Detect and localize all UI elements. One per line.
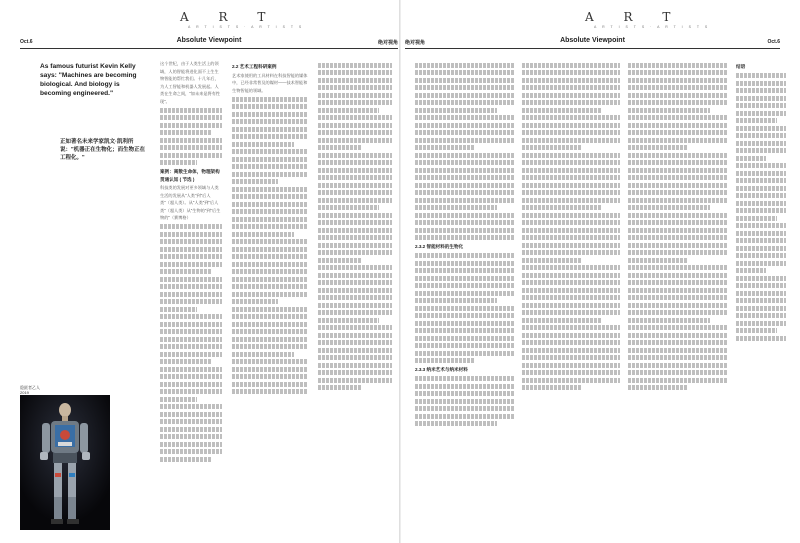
pull-quote-english: As famous futurist Kevin Kelly says: "Machines are becoming biological. And biology is becoming engineered." bbox=[40, 63, 137, 97]
paragraph: 艺术家使用的工具材料在科技智能的媒体中，已经非常普及的媒材——技术智能和生物智能的领域。 bbox=[232, 72, 308, 93]
section-heading: 2.3.2 智能材料的生物化 bbox=[415, 244, 464, 249]
bionic-figure-illustration bbox=[20, 395, 110, 530]
paragraph: 这个世纪，由于人类生活上的领域，人的智能将进化面不上生生物智能的帮忙我们。十几年后，为人工智能和机器人发展起。人类在生命之间，"如未来是将有性现"。 bbox=[160, 61, 221, 104]
page-gutter bbox=[399, 0, 401, 543]
paragraph: 科技类的发展对更多领域与人类生活的发展从"人类"到"后人类"（超人类）。从"人类"到"后人类"（超人类）从"生物的"到"后生物的"（赛博格） bbox=[160, 185, 221, 220]
section-title: Absolute Viewpoint bbox=[176, 37, 242, 44]
article-column-7 bbox=[736, 60, 786, 530]
section-title-cn: 绝对视角 bbox=[377, 40, 398, 46]
caption-year: 2019 bbox=[20, 390, 29, 395]
page-header-left: A R T bbox=[180, 10, 279, 24]
bionic-man-photo bbox=[20, 395, 110, 530]
page-code: Oct.6 bbox=[20, 39, 33, 45]
article-column-5 bbox=[522, 60, 620, 530]
running-header-right bbox=[405, 38, 780, 49]
section-heading: 结语 bbox=[736, 64, 746, 69]
article-column-3 bbox=[318, 60, 392, 530]
section-title: Absolute Viewpoint bbox=[560, 37, 625, 44]
page-code: Oct.6 bbox=[767, 39, 780, 45]
header-subtitle-right: A R T I S T S · A R T I S T S bbox=[594, 25, 710, 29]
article-column-4 bbox=[415, 60, 515, 530]
section-title-cn: 绝对视角 bbox=[405, 40, 426, 46]
article-column-2 bbox=[232, 60, 308, 530]
pull-quote-chinese: 正如著名未来学家凯文·凯利所说："机器正在生物化；而生物正在工程化。" bbox=[60, 139, 146, 161]
page-header-right: A R T bbox=[585, 10, 684, 24]
section-heading: 2.3.3 纳米艺术与纳米材料 bbox=[415, 367, 468, 372]
section-heading: 案例：离散生命体，物理架构贯通认知 ( 节选 ) bbox=[160, 169, 220, 182]
header-subtitle-left: A R T I S T S · A R T I S T S bbox=[188, 25, 304, 29]
article-column-1 bbox=[160, 60, 222, 530]
article-column-6 bbox=[628, 60, 728, 530]
section-heading: 2.2 艺术工程科研案例 bbox=[232, 64, 277, 69]
running-header-left bbox=[20, 38, 398, 49]
caption-title: 隐匿者乙人 bbox=[20, 385, 40, 390]
